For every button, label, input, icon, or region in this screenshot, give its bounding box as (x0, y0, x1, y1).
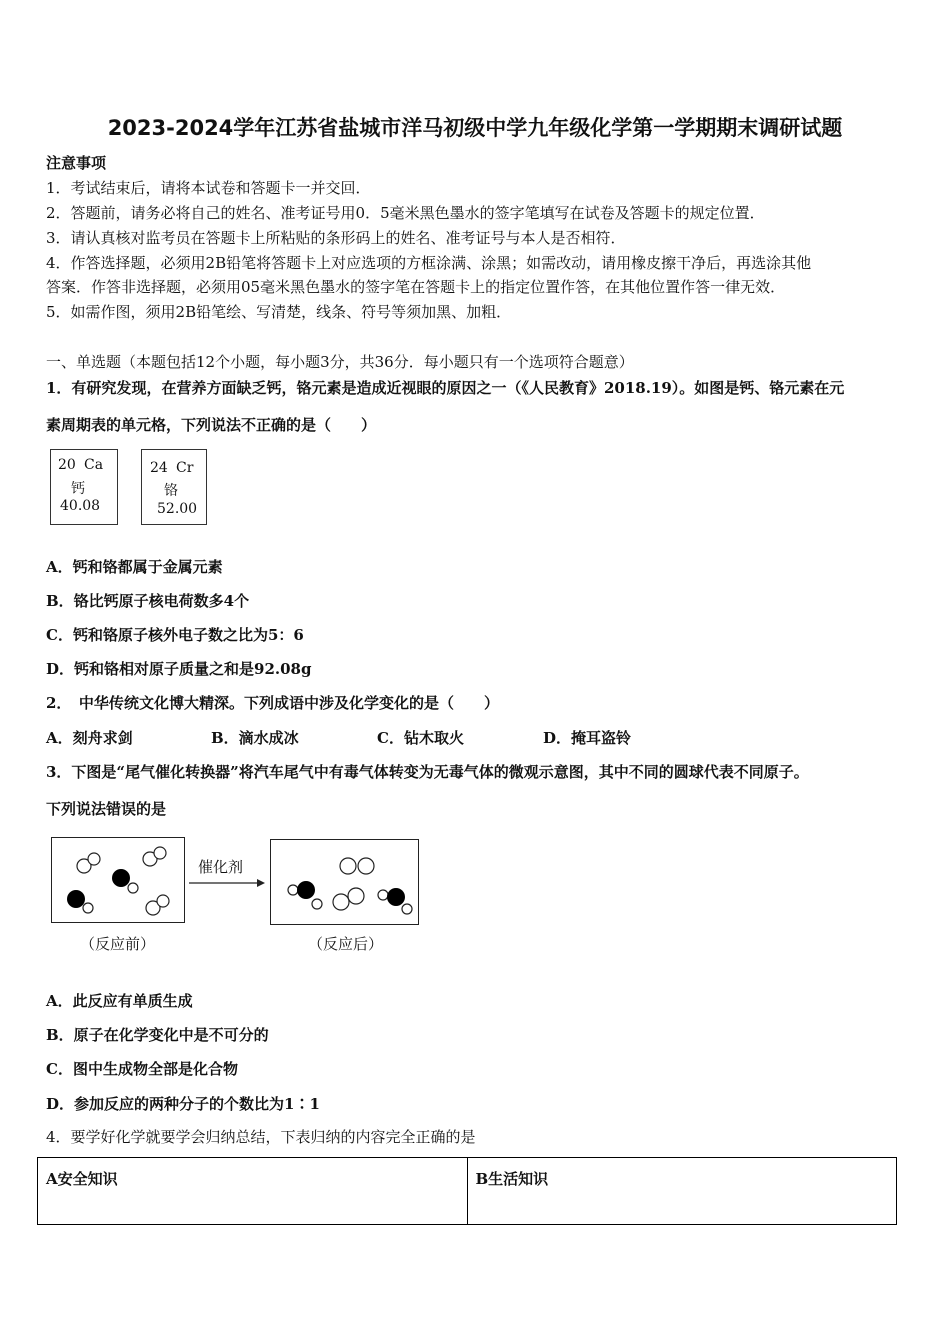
section-heading: 一、单选题（本题包括12个小题，每小题3分，共36分．每小题只有一个选项符合题意） (46, 353, 634, 371)
q3-option-d: D．参加反应的两种分子的个数比为1∶1 (46, 1095, 320, 1113)
q3-option-a: A．此反应有单质生成 (46, 992, 193, 1010)
cr-symbol: Cr (176, 460, 194, 476)
molecules-before (52, 838, 184, 922)
reaction-before-box (51, 837, 185, 923)
notice-item-2: 2．答题前，请务必将自己的姓名、准考证号用0．5毫米黑色墨水的签字笔填写在试卷及答题卡的规定位置． (46, 204, 765, 222)
notice-item-3: 3．请认真核对监考员在答题卡上所粘贴的条形码上的姓名、准考证号与本人是否相符． (46, 229, 626, 247)
notice-item-1: 1．考试结束后，请将本试卷和答题卡一并交回． (46, 179, 371, 197)
page-title: 2023-2024学年江苏省盐城市洋马初级中学九年级化学第一学期期末调研试题 (107, 116, 843, 140)
q1-stem-line1: 1．有研究发现，在营养方面缺乏钙，铬元素是造成近视眼的原因之一（《人民教育》2018.19）。如图是钙、铬元素在元 (46, 379, 845, 397)
cr-mass: 52.00 (157, 501, 198, 517)
q1-option-d: D．钙和铬相对原子质量之和是92.08g (46, 660, 312, 678)
q3-option-c: C．图中生成物全部是化合物 (46, 1060, 238, 1078)
catalyst-label: 催化剂 (198, 858, 244, 876)
notice-item-4-cont: 答案．作答非选择题，必须用05毫米黑色墨水的签字笔在答题卡上的指定位置作答，在其他位置作答一律无效． (46, 278, 786, 296)
q2-option-c: C．钻木取火 (377, 729, 464, 747)
table-row (38, 1158, 897, 1225)
ca-number: 20 (58, 457, 76, 473)
q4-stem: 4．要学好化学就要学会归纳总结，下表归纳的内容完全正确的是 (46, 1128, 476, 1146)
q2-option-a: A．刻舟求剑 (46, 729, 133, 747)
q3-stem-line2: 下列说法错误的是 (46, 800, 167, 818)
before-label: （反应前） (80, 935, 156, 953)
cr-name: 铬 (164, 483, 178, 499)
q3-option-b: B．原子在化学变化中是不可分的 (46, 1026, 269, 1044)
summary-table (37, 1157, 897, 1225)
ca-symbol: Ca (84, 457, 104, 473)
reaction-after-box (270, 839, 419, 925)
ca-name: 钙 (71, 481, 85, 497)
q2-stem: 2． 中华传统文化博大精深。下列成语中涉及化学变化的是（ ） (46, 694, 499, 712)
q1-option-c: C．钙和铬原子核外电子数之比为5：6 (46, 626, 304, 644)
table-header-a: A安全知识 (38, 1158, 468, 1225)
q1-stem-line2: 素周期表的单元格，下列说法不正确的是（ ） (46, 416, 377, 434)
table-header-b: B生活知识 (467, 1158, 897, 1225)
element-cell-cr (141, 449, 207, 525)
notice-heading: 注意事项 (46, 154, 107, 172)
q2-option-d: D．掩耳盗铃 (543, 729, 632, 747)
q3-stem-line1: 3．下图是“尾气催化转换器”将汽车尾气中有毒气体转变为无毒气体的微观示意图，其中不同的圆球代表不同原子。 (46, 763, 809, 781)
molecules-after (271, 840, 418, 924)
after-label: （反应后） (308, 935, 384, 953)
ca-mass: 40.08 (60, 498, 101, 514)
reaction-arrow (189, 877, 265, 889)
element-cell-ca (50, 449, 118, 525)
q1-option-a: A．钙和铬都属于金属元素 (46, 558, 223, 576)
q1-option-b: B．铬比钙原子核电荷数多4个 (46, 592, 250, 610)
notice-item-4: 4．作答选择题，必须用2B铅笔将答题卡上对应选项的方框涂满、涂黑；如需改动，请用橡皮擦干净后，再选涂其他 (46, 254, 812, 272)
q2-option-b: B．滴水成冰 (211, 729, 299, 747)
cr-number: 24 (150, 460, 168, 476)
notice-item-5: 5．如需作图，须用2B铅笔绘、写清楚，线条、符号等须加黑、加粗． (46, 303, 512, 321)
